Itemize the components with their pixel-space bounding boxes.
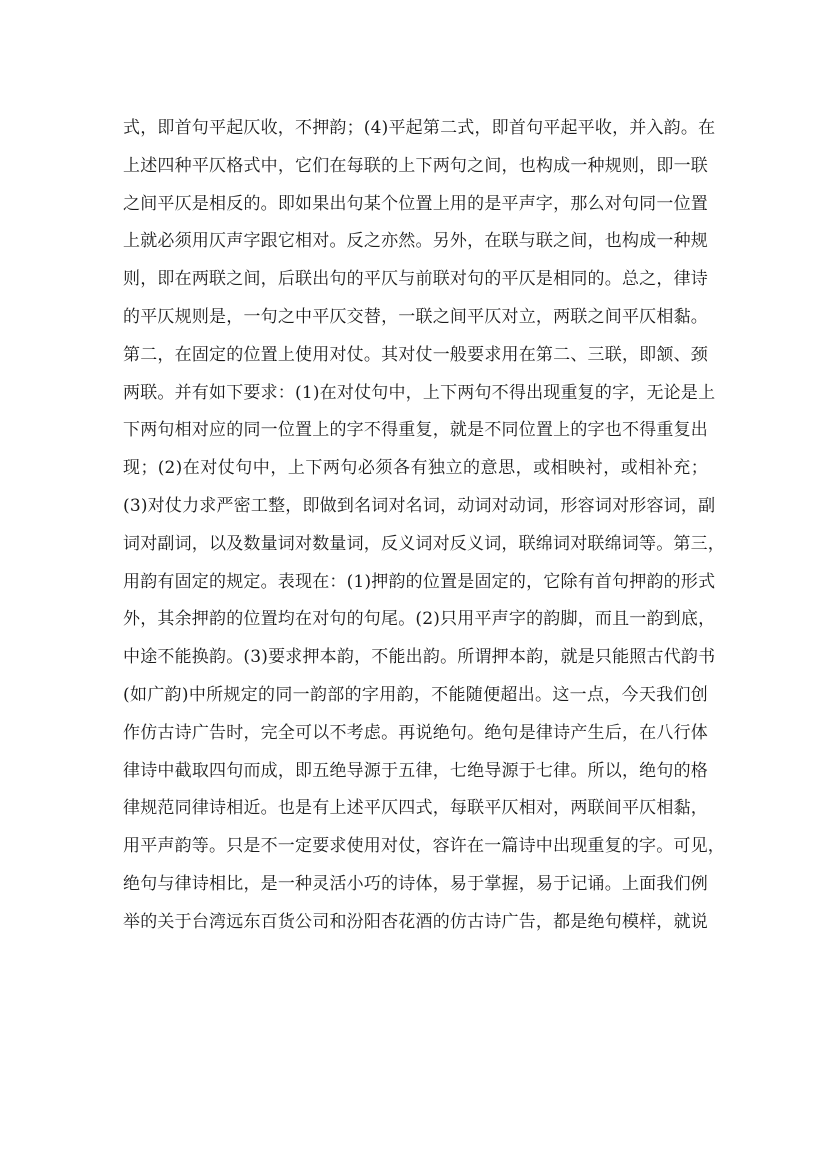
text-line: 的平仄规则是，一句之中平仄交替，一联之间平仄对立，两联之间平仄相黏。 xyxy=(123,306,708,327)
text-line: 现；(2)在对仗句中，上下两句必须各有独立的意思，或相映衬，或相补充； xyxy=(123,458,708,479)
text-line: 下两句相对应的同一位置上的字不得重复，就是不同位置上的字也不得重复出 xyxy=(123,420,708,441)
text-line: 上就必须用仄声字跟它相对。反之亦然。另外，在联与联之间，也构成一种规 xyxy=(123,231,708,252)
text-line: 则，即在两联之间，后联出句的平仄与前联对句的平仄是相同的。总之，律诗 xyxy=(123,269,708,290)
text-line: 作仿古诗广告时，完全可以不考虑。再说绝句。绝句是律诗产生后，在八行体 xyxy=(123,722,708,743)
text-line: 律规范同律诗相近。也是有上述平仄四式，每联平仄相对，两联间平仄相黏， xyxy=(123,798,708,819)
text-line: 绝句与律诗相比，是一种灵活小巧的诗体，易于掌握，易于记诵。上面我们例 xyxy=(123,873,708,894)
body-text xyxy=(123,110,725,942)
text-line: 举的关于台湾远东百货公司和汾阳杏花酒的仿古诗广告，都是绝句模样，就说 xyxy=(123,911,708,932)
text-line: 外，其余押韵的位置均在对句的句尾。(2)只用平声字的韵脚，而且一韵到底， xyxy=(123,609,716,630)
text-line: (如广韵)中所规定的同一韵部的字用韵，不能随便超出。这一点，今天我们创 xyxy=(123,684,708,705)
text-line: 用韵有固定的规定。表现在：(1)押韵的位置是固定的，它除有首句押韵的形式 xyxy=(123,571,716,592)
text-line: 中途不能换韵。(3)要求押本韵，不能出韵。所谓押本韵，就是只能照古代韵书 xyxy=(123,647,716,668)
text-line: (3)对仗力求严密工整，即做到名词对名词，动词对动词，形容词对形容词，副 xyxy=(123,495,716,516)
text-line: 式，即首句平起仄收，不押韵；(4)平起第二式，即首句平起平收，并入韵。在 xyxy=(123,118,716,138)
text-line: 第二，在固定的位置上使用对仗。其对仗一般要求用在第二、三联，即颔、颈 xyxy=(123,344,708,365)
text-line: 两联。并有如下要求：(1)在对仗句中，上下两句不得出现重复的字，无论是上 xyxy=(123,382,716,403)
text-line: 之间平仄是相反的。即如果出句某个位置上用的是平声字，那么对句同一位置 xyxy=(123,193,708,214)
text-line: 用平声韵等。只是不一定要求使用对仗，容许在一篇诗中出现重复的字。可见， xyxy=(123,836,725,857)
text-line: 词对副词，以及数量词对数量词，反义词对反义词，联绵词对联绵词等。第三， xyxy=(123,533,725,554)
text-line: 上述四种平仄格式中，它们在每联的上下两句之间，也构成一种规则，即一联 xyxy=(123,155,708,176)
text-line: 律诗中截取四句而成，即五绝导源于五律，七绝导源于七律。所以，绝句的格 xyxy=(123,760,708,781)
